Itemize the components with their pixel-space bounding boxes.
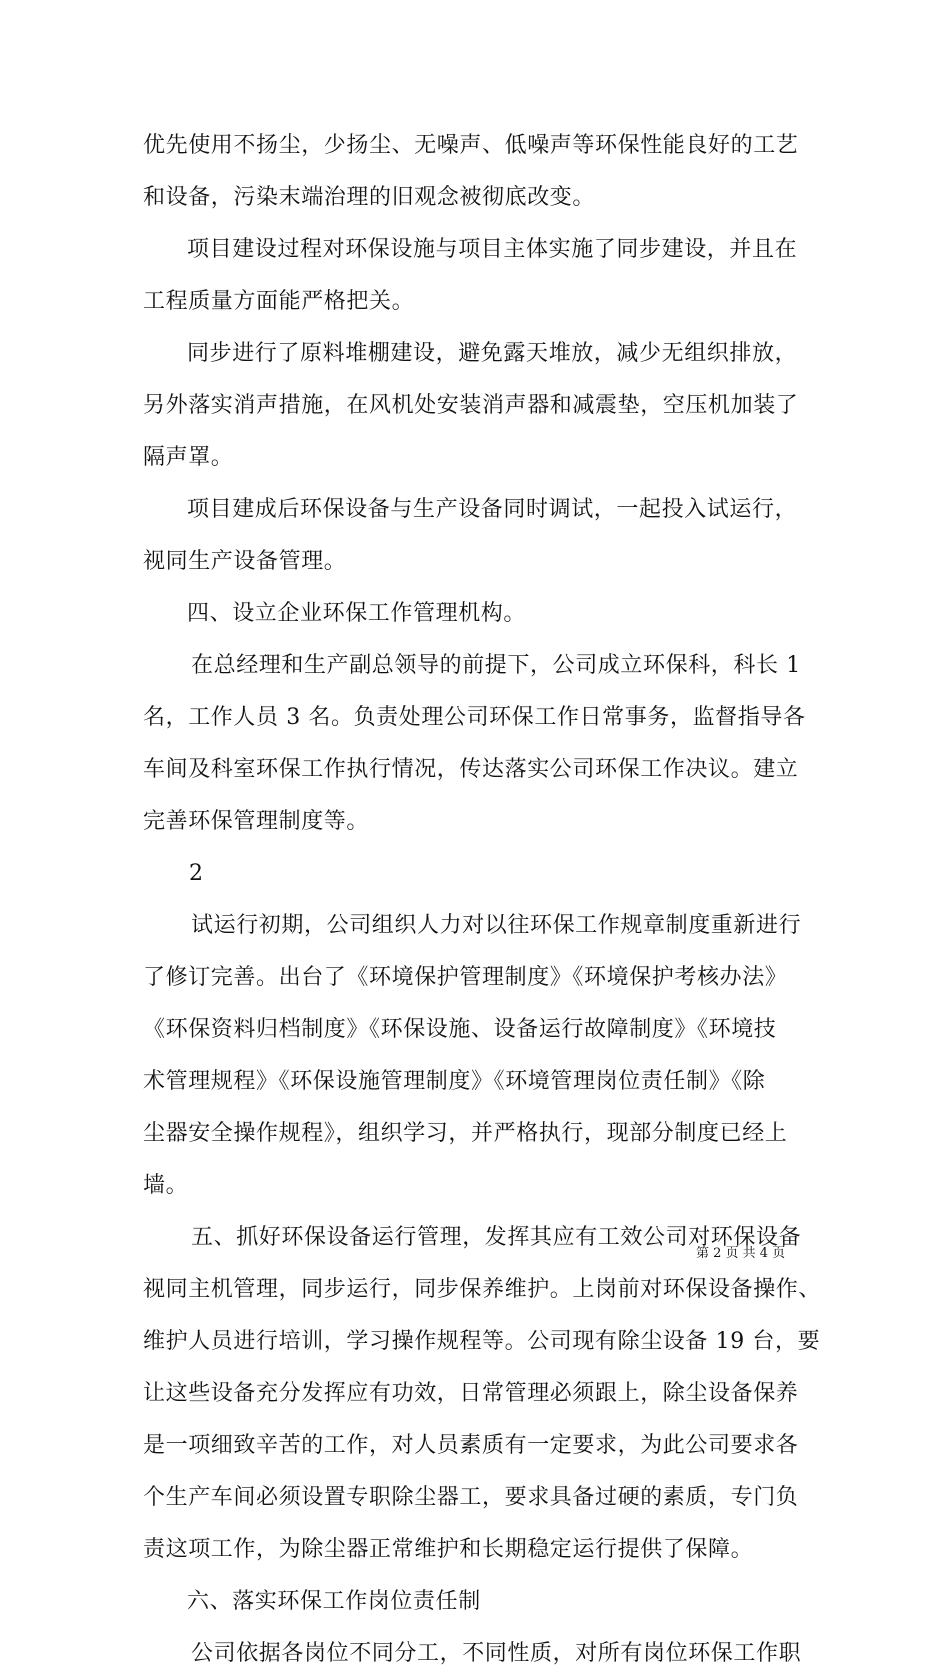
- text-line: 视同生产设备管理。: [143, 549, 347, 574]
- text-line: 尘器安全操作规程》，组织学习，并严格执行，现部分制度已经上: [143, 1121, 788, 1146]
- text-line: 在总经理和生产副总领导的前提下，公司成立环保科，科长 1: [191, 653, 801, 678]
- document-body: [143, 120, 822, 1680]
- text-line: 名，工作人员 3 名。负责处理公司环保工作日常事务，监督指导各: [143, 705, 806, 730]
- text-line: 2: [189, 861, 204, 886]
- text-line: 项目建成后环保设备与生产设备同时调试，一起投入试运行，: [187, 497, 798, 522]
- text-line: 试运行初期，公司组织人力对以往环保工作规章制度重新进行: [191, 913, 802, 938]
- text-line: 让这些设备充分发挥应有功效，日常管理必须跟上，除尘设备保养: [143, 1381, 799, 1406]
- text-line: 术管理规程》《环保设施管理制度》《环境管理岗位责任制》《除: [143, 1069, 766, 1094]
- text-line: 四、设立企业环保工作管理机构。: [187, 601, 527, 626]
- text-line: 维护人员进行培训，学习操作规程等。公司现有除尘设备 19 台，要: [143, 1329, 821, 1354]
- text-line: 同步进行了原料堆棚建设，避免露天堆放，减少无组织排放，: [187, 341, 798, 366]
- text-line: 是一项细致辛苦的工作，对人员素质有一定要求，为此公司要求各: [143, 1433, 799, 1458]
- text-line: 责这项工作，为除尘器正常维护和长期稳定运行提供了保障。: [143, 1537, 754, 1562]
- text-line: 《环保资料归档制度》《环保设施、设备运行故障制度》《环境技: [143, 1017, 777, 1042]
- page-number-footer: 第 2 页 共 4 页: [696, 1246, 786, 1261]
- text-line: 墙。: [143, 1173, 189, 1198]
- text-line: 公司依据各岗位不同分工，不同性质，对所有岗位环保工作职: [191, 1641, 802, 1666]
- text-line: 优先使用不扬尘，少扬尘、无噪声、低噪声等环保性能良好的工艺: [143, 133, 799, 158]
- text-line: 和设备，污染末端治理的旧观念被彻底改变。: [143, 185, 596, 210]
- text-line: 项目建设过程对环保设施与项目主体实施了同步建设，并且在: [187, 237, 798, 262]
- text-line: 工程质量方面能严格把关。: [143, 289, 415, 314]
- text-line: 六、落实环保工作岗位责任制: [187, 1589, 481, 1614]
- text-line: 隔声罩。: [143, 445, 234, 470]
- text-line: 视同主机管理，同步运行，同步保养维护。上岗前对环保设备操作、: [143, 1277, 822, 1302]
- text-line: 个生产车间必须设置专职除尘器工，要求具备过硬的素质，专门负: [143, 1485, 799, 1510]
- text-line: 完善环保管理制度等。: [143, 809, 370, 834]
- text-line: 车间及科室环保工作执行情况，传达落实公司环保工作决议。建立: [143, 757, 799, 782]
- text-line: 了修订完善。出台了《环境保护管理制度》《环境保护考核办法》: [143, 965, 788, 990]
- text-line: 另外落实消声措施，在风机处安装消声器和减震垫，空压机加装了: [143, 393, 799, 418]
- text-line: 五、抓好环保设备运行管理，发挥其应有工效公司对环保设备: [191, 1225, 802, 1250]
